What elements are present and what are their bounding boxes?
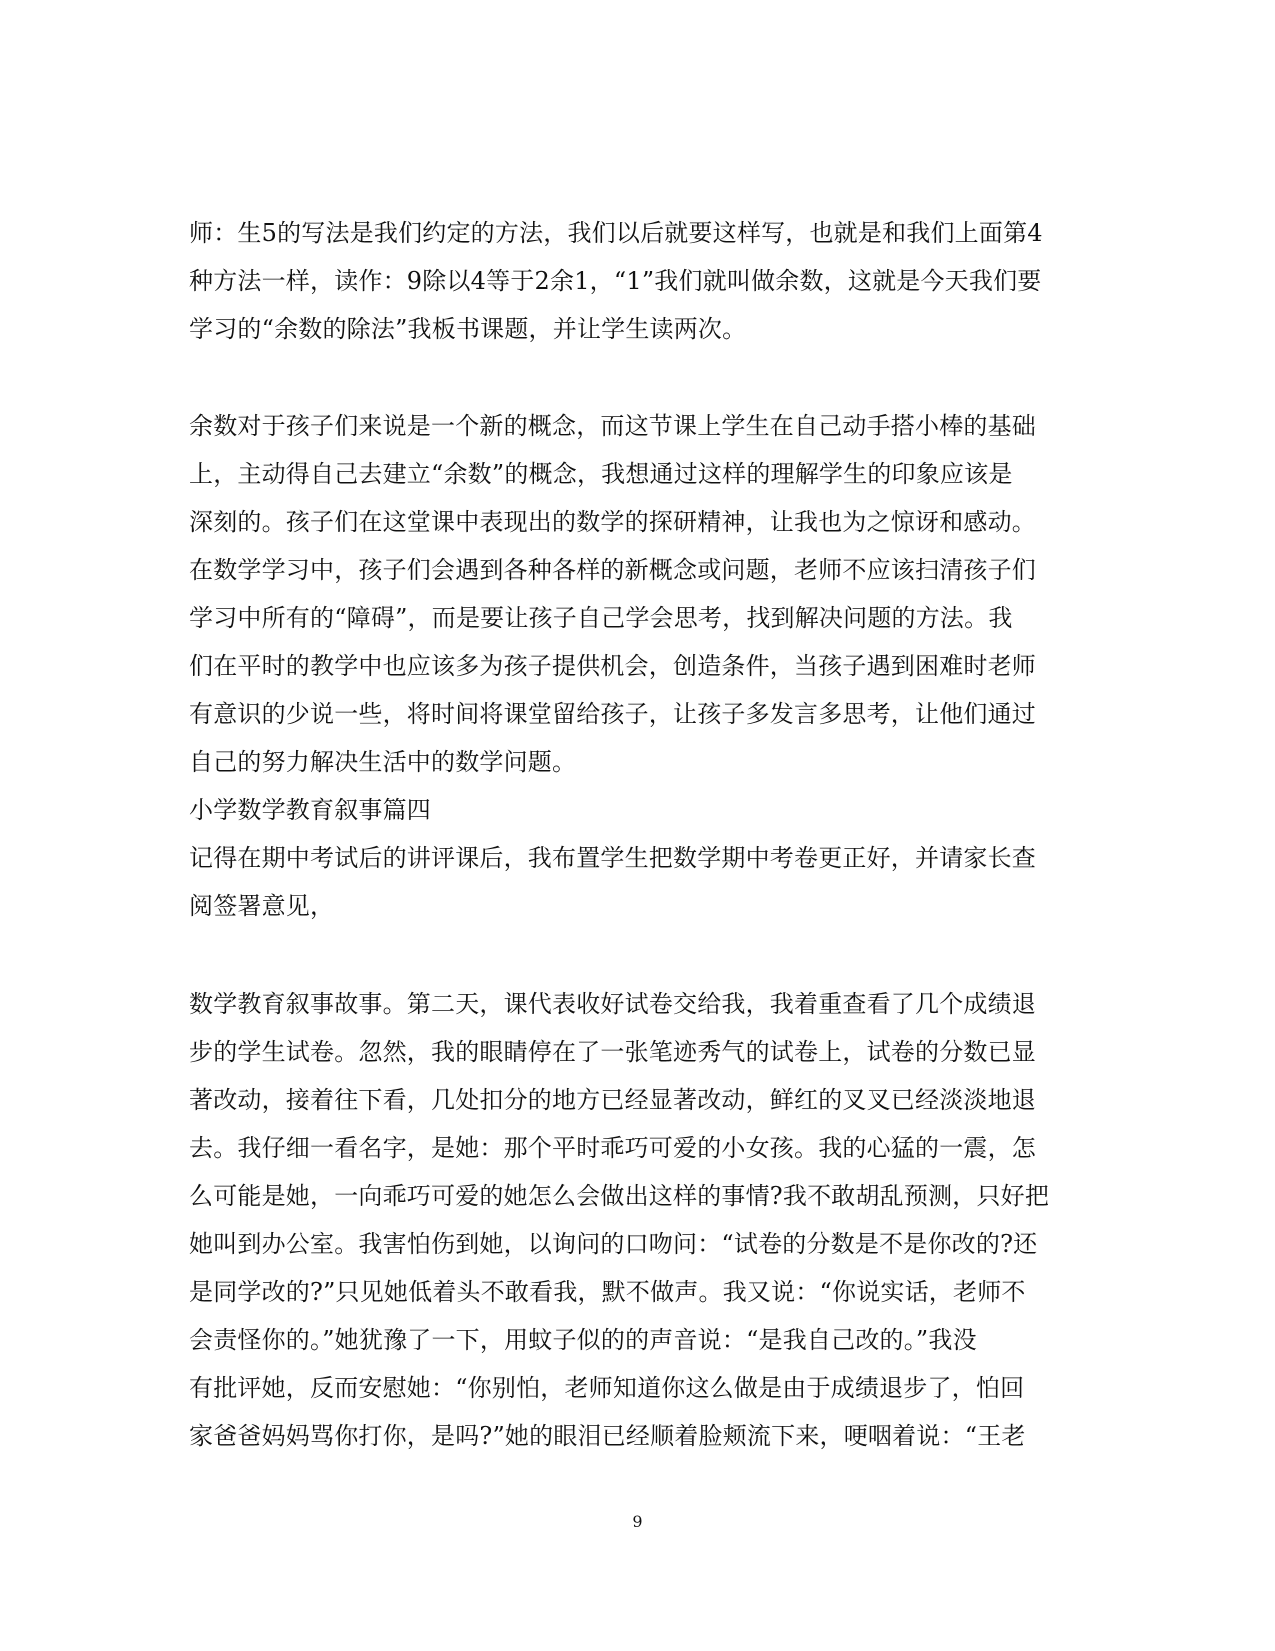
paragraph-line: 有批评她，反而安慰她：“你别怕，老师知道你这么做是由于成绩退步了，怕回 (189, 1374, 1025, 1402)
paragraph-line: 在数学学习中，孩子们会遇到各种各样的新概念或问题，老师不应该扫清孩子们 (189, 556, 1036, 584)
paragraph-line: 师：生5的写法是我们约定的方法，我们以后就要这样写，也就是和我们上面第4 (189, 219, 1043, 247)
paragraph-4 (189, 980, 1069, 1460)
paragraph-line: 自己的努力解决生活中的数学问题。 (189, 748, 577, 776)
paragraph-line: 余数对于孩子们来说是一个新的概念，而这节课上学生在自己动手搭小棒的基础 (189, 412, 1036, 440)
paragraph-line: 会责怪你的。”她犹豫了一下，用蚊子似的的声音说：“是我自己改的。”我没 (189, 1326, 977, 1354)
paragraph-line: 有意识的少说一些，将时间将课堂留给孩子，让孩子多发言多思考，让他们通过 (189, 700, 1036, 728)
paragraph-line: 是同学改的?”只见她低着头不敢看我，默不做声。我又说：“你说实话，老师不 (189, 1278, 1026, 1306)
paragraph-line: 步的学生试卷。忽然，我的眼睛停在了一张笔迹秀气的试卷上，试卷的分数已显 (189, 1038, 1036, 1066)
paragraph-line: 数学教育叙事故事。第二天，课代表收好试卷交给我，我着重查看了几个成绩退 (189, 990, 1036, 1018)
paragraph-line: 记得在期中考试后的讲评课后，我布置学生把数学期中考卷更正好，并请家长查 (189, 844, 1036, 872)
paragraph-2 (189, 402, 1069, 786)
paragraph-line: 深刻的。孩子们在这堂课中表现出的数学的探研精神，让我也为之惊讶和感动。 (189, 508, 1036, 536)
paragraph-line: 上，主动得自己去建立“余数”的概念，我想通过这样的理解学生的印象应该是 (189, 460, 1013, 488)
paragraph-line: 家爸爸妈妈骂你打你，是吗?”她的眼泪已经顺着脸颊流下来，哽咽着说：“王老 (189, 1422, 1026, 1450)
page-number: 9 (632, 1512, 643, 1531)
paragraph-line: 著改动，接着往下看，几处扣分的地方已经显著改动，鲜红的叉叉已经淡淡地退 (189, 1086, 1036, 1114)
paragraph-3 (189, 834, 1069, 930)
paragraph-1 (189, 209, 1069, 353)
paragraph-line: 们在平时的教学中也应该多为孩子提供机会，创造条件，当孩子遇到困难时老师 (189, 652, 1036, 680)
section-heading (189, 786, 1069, 834)
paragraph-line: 她叫到办公室。我害怕伤到她，以询问的口吻问：“试卷的分数是不是你改的?还 (189, 1230, 1038, 1258)
paragraph-line: 学习的“余数的除法”我板书课题，并让学生读两次。 (189, 315, 747, 343)
paragraph-line: 么可能是她，一向乖巧可爱的她怎么会做出这样的事情?我不敢胡乱预测，只好把 (189, 1182, 1050, 1210)
paragraph-line: 阅签署意见， (189, 892, 335, 920)
section-heading-text: 小学数学教育叙事篇四 (189, 796, 431, 824)
paragraph-line: 种方法一样，读作：9除以4等于2余1，“1”我们就叫做余数，这就是今天我们要 (189, 267, 1042, 295)
paragraph-line: 学习中所有的“障碍”，而是要让孩子自己学会思考，找到解决问题的方法。我 (189, 604, 1013, 632)
paragraph-line: 去。我仔细一看名字，是她：那个平时乖巧可爱的小女孩。我的心猛的一震，怎 (189, 1134, 1036, 1162)
